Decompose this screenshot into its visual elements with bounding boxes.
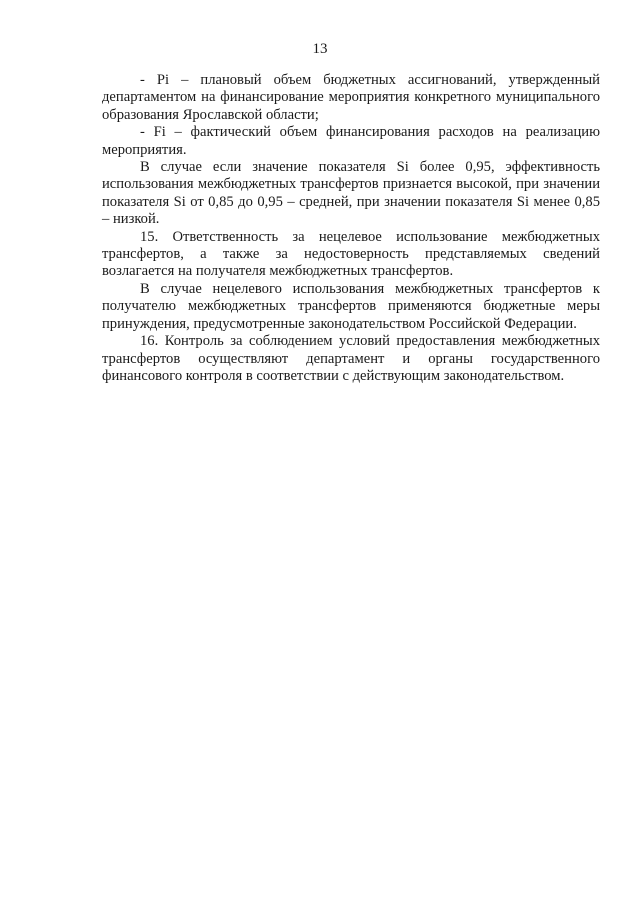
paragraph-fi-definition: - Fi – фактический объем финансирования расходов на реализацию мероприятия. <box>102 124 600 158</box>
paragraph-pi-definition: - Pi – плановый объем бюджетных ассигнований, утвержденный департаментом на финансирование мероприятия конкретного муниципального образования Ярославской области; <box>102 72 600 123</box>
paragraph-misuse-measures: В случае нецелевого использования межбюджетных трансфертов к получателю межбюджетных трансфертов применяются бюджетные меры принуждения, предусмотренные законодательством Российской Федерации. <box>102 280 600 332</box>
paragraph-clause-16: 16. Контроль за соблюдением условий предоставления межбюджетных трансфертов осуществляют департамент и органы государственного финансового контроля в соответствии с действующим законодательством. <box>102 333 600 384</box>
paragraph-efficiency-criteria: В случае если значение показателя Si более 0,95, эффективность использования межбюджетных трансфертов признается высокой, при значении показателя Si от 0,85 до 0,95 – средней, при значении показателя Si менее 0,85 – низкой. <box>102 159 600 228</box>
document-body <box>102 72 600 385</box>
paragraph-clause-15: 15. Ответственность за нецелевое использование межбюджетных трансфертов, а также за недостоверность представляемых сведений возлагается на получателя межбюджетных трансфертов. <box>102 228 600 280</box>
page-number: 13 <box>312 41 328 57</box>
